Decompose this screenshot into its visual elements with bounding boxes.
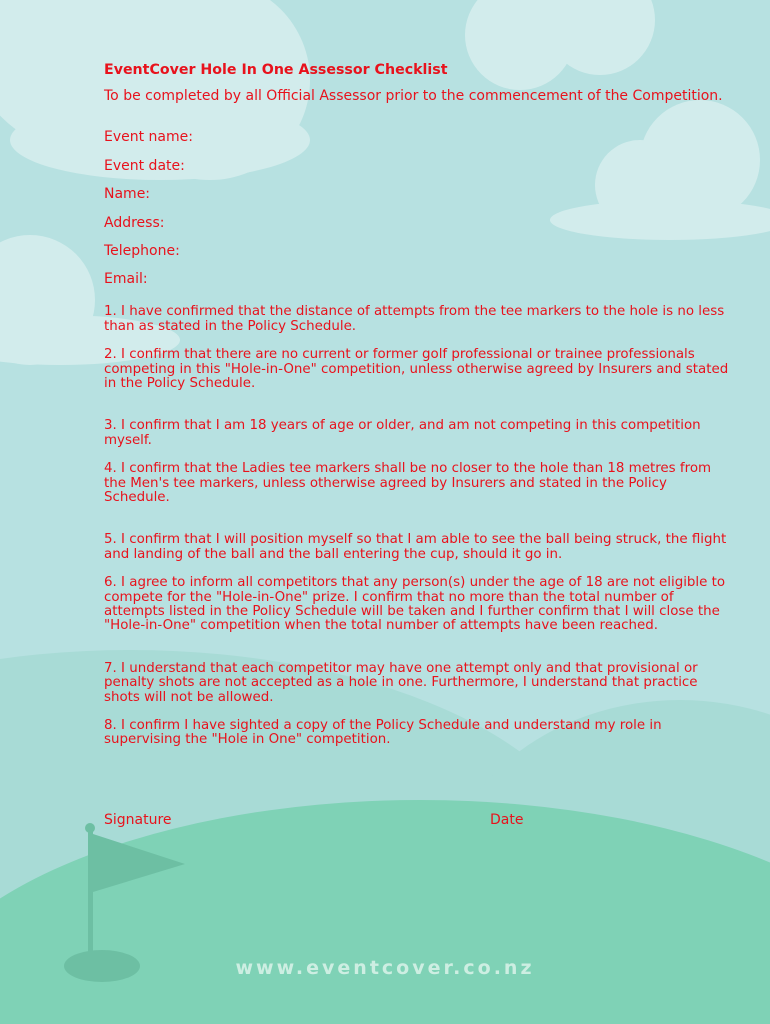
telephone-field: Telephone: [104,242,180,259]
checklist-item-4: 4. I confirm that the Ladies tee markers shall be no closer to the hole than 18 metres from the Men's tee markers, unless otherwise agreed by Insurers and stated in the Policy Schedule. [104,461,712,506]
address-field: Address: [104,214,165,231]
website-url: www.eventcover.co.nz [235,957,535,979]
document-title: EventCover Hole In One Assessor Checklist [104,62,448,78]
checklist-item-8: 8. I confirm I have sighted a copy of the Policy Schedule and understand my role in supervising the "Hole in One" competition. [104,718,662,748]
signature-label: Signature [104,812,172,828]
checklist-item-6: 6. I agree to inform all competitors that any person(s) under the age of 18 are not eligible to compete for the "Hole-in-One" prize. I confirm that no more than the total number of attempts listed in the Policy Schedule will be taken and I further confirm that I will close the "Hole-in-One" competition when the total number of attempts have been reached. [104,575,726,634]
event-date-field: Event date: [104,157,185,174]
email-field: Email: [104,271,148,288]
checklist-item-3: 3. I confirm that I am 18 years of age or older, and am not competing in this competition myself. [104,418,701,448]
checklist-item-7: 7. I understand that each competitor may have one attempt only and that provisional or penalty shots are not accepted as a hole in one. Furthermore, I understand that practice shots will not be allowed. [104,660,698,705]
checklist-item-1: 1. I have confirmed that the distance of attempts from the tee markers to the hole is no less than as stated in the Policy Schedule. [104,304,725,334]
intro-text: To be completed by all Official Assessor prior to the commencement of the Competition. [104,88,723,104]
checklist-item-5: 5. I confirm that I will position myself so that I am able to see the ball being struck, the flight and landing of the ball and the ball entering the cup, should it go in. [104,532,727,562]
event-name-field: Event name: [104,129,193,146]
date-label: Date [490,812,524,828]
checklist-document [104,62,729,762]
checklist-item-2: 2. I confirm that there are no current or former golf professional or trainee professionals competing in this "Hole-in-One" competition, unless otherwise agreed by Insurers and stated in the Policy Schedule. [104,347,729,391]
name-field: Name: [104,186,151,203]
